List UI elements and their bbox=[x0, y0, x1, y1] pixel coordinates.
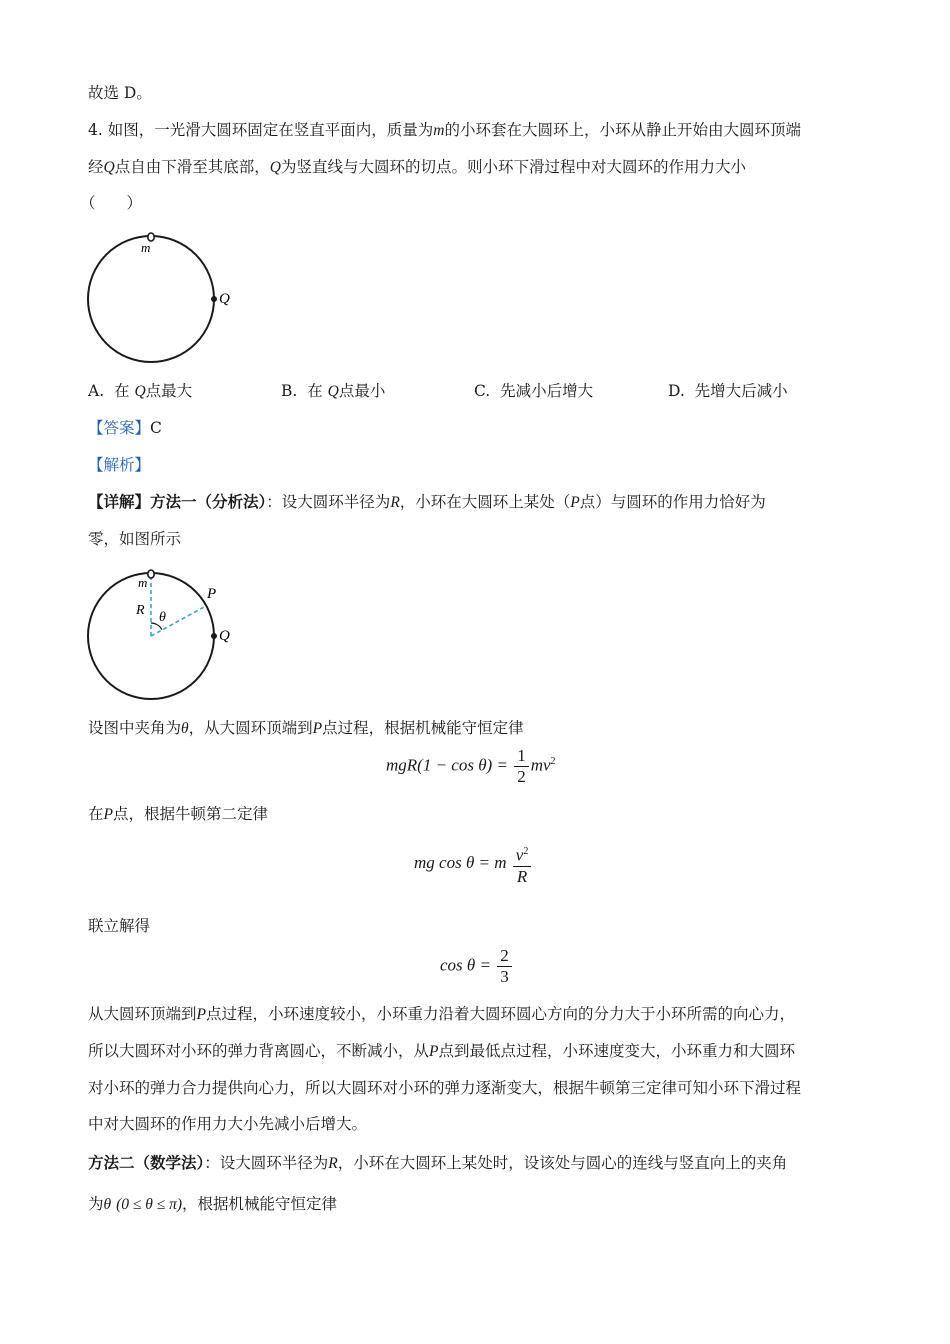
option-text: 点最大 bbox=[145, 382, 193, 400]
analysis-tag: 【解析】 bbox=[88, 456, 151, 474]
label-Q: Q bbox=[219, 628, 230, 644]
detail-text: ：设大圆环半径为 bbox=[204, 1154, 329, 1172]
option-b bbox=[281, 380, 385, 403]
option-letter: A. bbox=[88, 382, 105, 400]
detail-tag: 【详解】 bbox=[88, 492, 151, 511]
var-P: P bbox=[103, 806, 113, 823]
option-d bbox=[668, 380, 788, 402]
previous-answer-line: 故选 D。 bbox=[88, 84, 152, 102]
equation-newton bbox=[414, 842, 533, 887]
answer-tag: 【答案】 bbox=[88, 419, 151, 437]
detail-text: ： bbox=[266, 493, 282, 511]
option-a bbox=[88, 380, 192, 403]
detail-text: 设大圆环半径为 bbox=[281, 493, 391, 511]
fraction-denominator: 3 bbox=[500, 967, 509, 986]
var-P: P bbox=[570, 494, 580, 511]
small-ring bbox=[148, 570, 154, 578]
paragraph-line-3: 对小环的弹力合力提供向心力，所以大圆环对小环的弹力逐渐变大，根据牛顿第三定律可知小环下滑过程 bbox=[88, 1079, 802, 1097]
detail-text: ，小环在大圆环上某处时，设该处与圆心的连线与竖直向上的夹角 bbox=[337, 1154, 788, 1172]
option-letter: B. bbox=[281, 382, 298, 400]
equation-left: mg cos θ = m bbox=[414, 853, 507, 873]
detail-line-4 bbox=[88, 803, 268, 826]
label-R: R bbox=[136, 603, 145, 618]
equation-result bbox=[440, 946, 514, 987]
detail-text: 点到最低点过程，小环速度变大，小环重力和大圆环 bbox=[438, 1042, 795, 1060]
option-text: 先增大后减小 bbox=[694, 382, 788, 400]
fraction-numerator: 1 bbox=[514, 746, 529, 767]
question-text: 点自由下滑至其底部， bbox=[114, 158, 270, 176]
question-number: 4. bbox=[88, 121, 103, 139]
detail-line-2: 零，如图所示 bbox=[88, 530, 182, 548]
var-Q: Q bbox=[269, 159, 281, 176]
fraction-v2-R bbox=[513, 842, 532, 887]
var-P: P bbox=[196, 1006, 206, 1023]
detail-text: 在 bbox=[88, 805, 104, 823]
fraction-numerator: v bbox=[515, 845, 524, 865]
option-text: 在 bbox=[307, 382, 323, 400]
label-m: m bbox=[141, 240, 151, 255]
fraction-half bbox=[514, 746, 529, 787]
option-letter: D. bbox=[668, 382, 685, 400]
question-text: 为竖直线与大圆环的切点。则小环下滑过程中对大圆环的作用力大小 bbox=[280, 158, 746, 176]
method-1-title: 方法一（分析法） bbox=[150, 492, 267, 511]
equation-energy bbox=[386, 746, 556, 787]
fraction-numerator: 2 bbox=[497, 946, 512, 967]
detail-line-5: 联立解得 bbox=[88, 917, 151, 935]
fraction-denominator: 2 bbox=[517, 767, 526, 786]
answer-value: C bbox=[150, 419, 162, 437]
var-P: P bbox=[312, 720, 323, 737]
detail-text: 设图中夹角为 bbox=[88, 719, 182, 737]
label-Q: Q bbox=[219, 291, 230, 307]
paragraph-line-4: 中对大圆环的作用力大小先减小后增大。 bbox=[88, 1115, 368, 1133]
answer-paren: （ ） bbox=[80, 194, 143, 212]
var-Q: Q bbox=[327, 383, 339, 400]
method-2-line-1 bbox=[88, 1152, 787, 1175]
var-theta: θ bbox=[103, 1196, 112, 1213]
detail-text: ，根据机械能守恒定律 bbox=[182, 1195, 338, 1213]
label-m: m bbox=[138, 575, 148, 590]
var-R: R bbox=[328, 1155, 338, 1172]
paragraph-line-2 bbox=[88, 1040, 795, 1063]
exponent: 2 bbox=[550, 755, 556, 767]
var-Q: Q bbox=[103, 159, 115, 176]
var-P: P bbox=[429, 1043, 439, 1060]
exponent: 2 bbox=[523, 846, 529, 857]
equation-left: cos θ = bbox=[440, 955, 491, 975]
point-Q-dot bbox=[211, 296, 217, 302]
option-c bbox=[474, 380, 593, 402]
var-R: R bbox=[390, 494, 400, 511]
var-m: m bbox=[433, 122, 445, 139]
option-text: 在 bbox=[113, 382, 130, 400]
detail-text: ，小环在大圆环上某处（ bbox=[399, 493, 571, 511]
question-text: 经 bbox=[88, 158, 104, 176]
question-line-1 bbox=[88, 119, 801, 142]
detail-text: 所以大圆环对小环的弹力背离圆心，不断减小，从 bbox=[88, 1042, 430, 1060]
detail-text: 点过程，根据机械能守恒定律 bbox=[322, 719, 524, 737]
option-letter: C. bbox=[474, 382, 491, 400]
paragraph-line-1 bbox=[88, 1003, 795, 1026]
theta-range: (0 ≤ θ ≤ π) bbox=[116, 1196, 183, 1213]
detail-text: 点）与圆环的作用力恰好为 bbox=[579, 493, 766, 511]
detail-line-1 bbox=[88, 491, 766, 514]
option-text: 先减小后增大 bbox=[500, 382, 594, 400]
equation-left: mgR(1 − cos θ) = bbox=[386, 755, 508, 775]
detail-text: ，从大圆环顶端到 bbox=[188, 719, 313, 737]
fraction-denominator: R bbox=[516, 866, 528, 886]
equation-right: mv bbox=[530, 755, 551, 775]
figure-circle-2 bbox=[80, 565, 250, 705]
large-ring bbox=[88, 236, 214, 362]
detail-text: 为 bbox=[88, 1195, 104, 1213]
var-Q: Q bbox=[134, 383, 146, 400]
question-text: 的小环套在大圆环上，小环从静止开始由大圆环顶端 bbox=[444, 121, 801, 139]
var-theta: θ bbox=[181, 720, 189, 737]
detail-text: 点过程，小环速度较小，小环重力沿着大圆环圆心方向的分力大于小环所需的向心力， bbox=[205, 1005, 795, 1023]
label-theta: θ bbox=[159, 610, 166, 625]
figure-circle-1 bbox=[80, 228, 250, 368]
label-P: P bbox=[207, 586, 217, 602]
detail-text: 点，根据牛顿第二定律 bbox=[112, 805, 268, 823]
question-text: 如图，一光滑大圆环固定在竖直平面内，质量为 bbox=[107, 121, 434, 139]
option-text: 点最小 bbox=[338, 382, 386, 400]
answer-line bbox=[88, 417, 162, 439]
detail-text: 从大圆环顶端到 bbox=[88, 1005, 197, 1023]
detail-line-3 bbox=[88, 717, 524, 740]
fraction-two-thirds bbox=[497, 946, 512, 987]
point-Q-dot bbox=[211, 633, 217, 639]
question-line-2 bbox=[88, 156, 746, 179]
method-2-line-2 bbox=[88, 1193, 337, 1216]
method-2-title: 方法二（数学法） bbox=[88, 1153, 205, 1172]
